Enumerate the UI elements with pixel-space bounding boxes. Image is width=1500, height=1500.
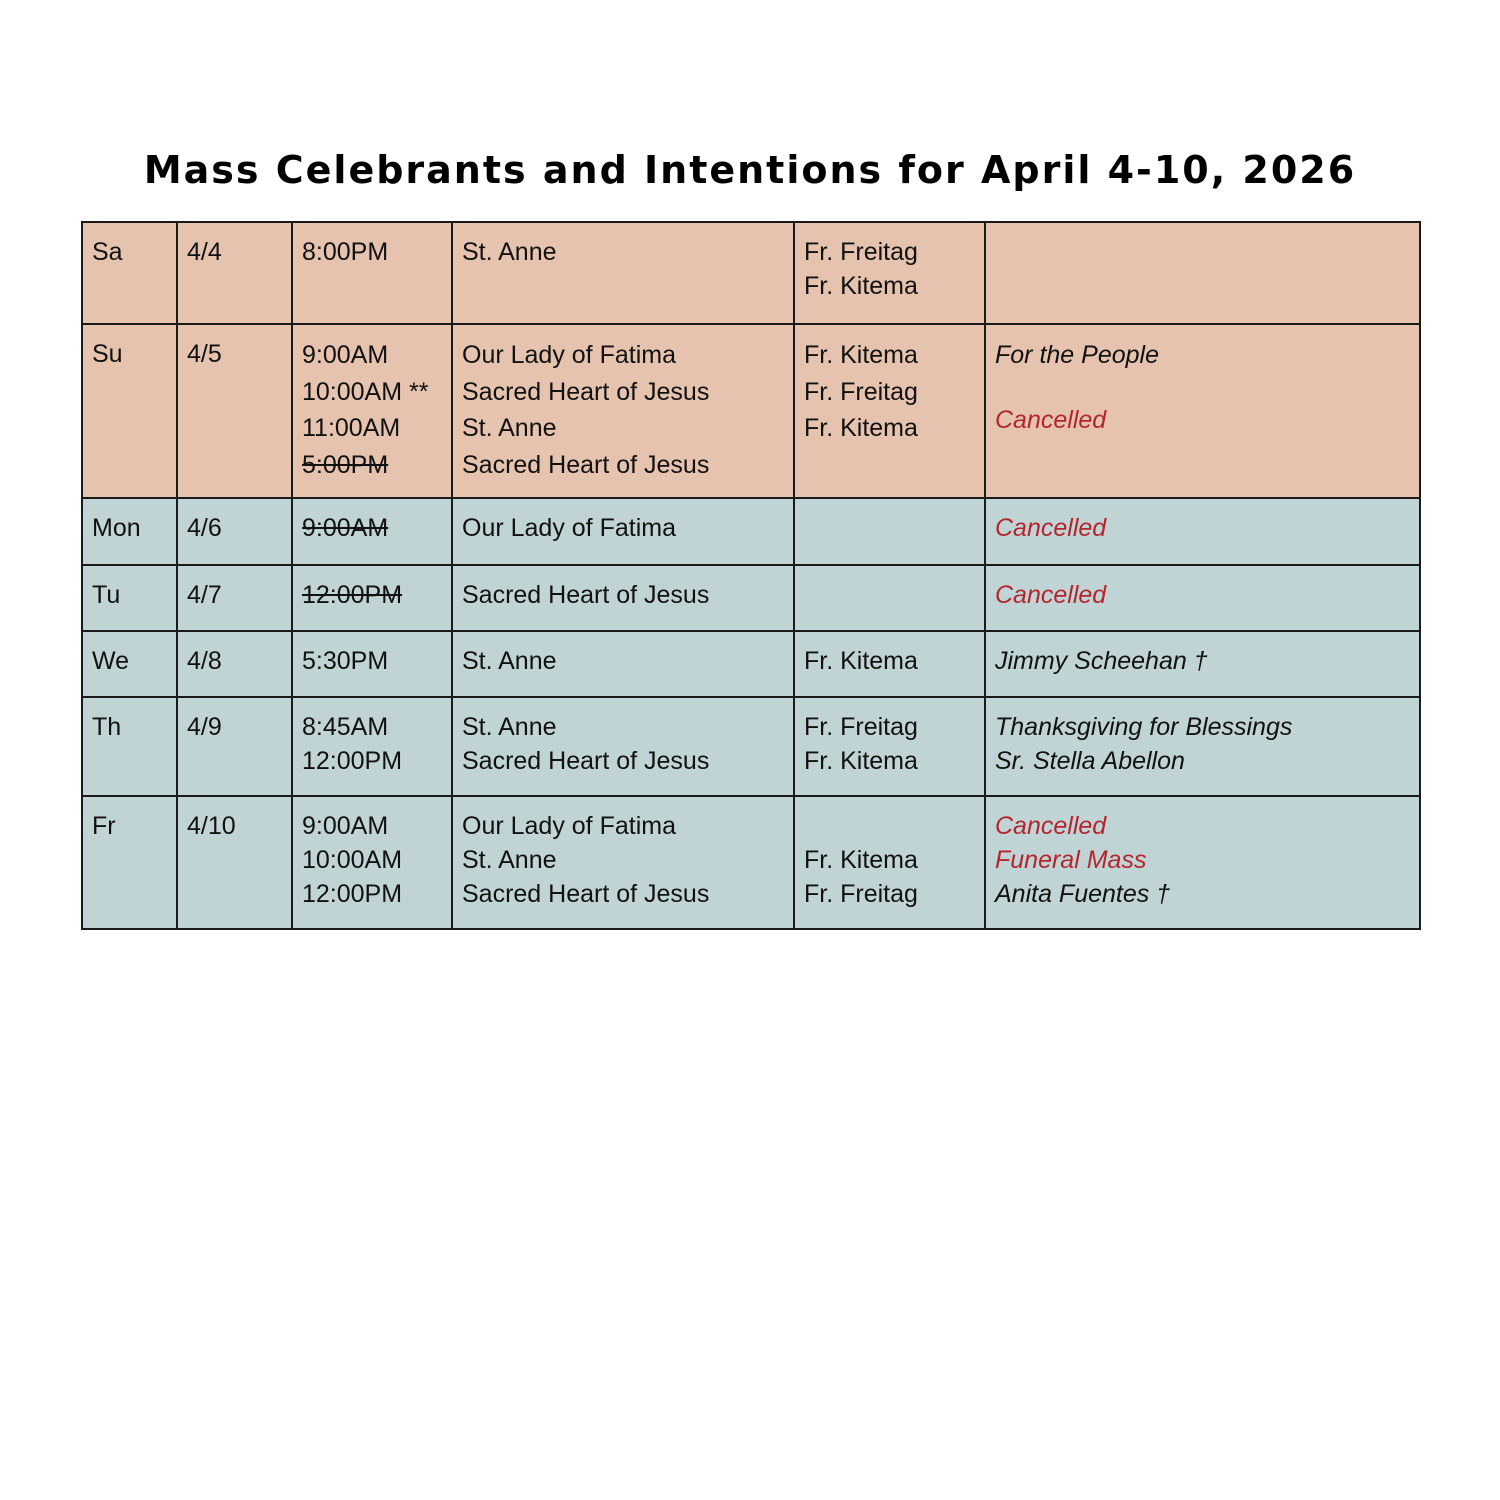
page-title: Mass Celebrants and Intentions for April 4-10, 2026 <box>143 148 1357 192</box>
day-cell: Tu <box>82 565 177 631</box>
mass-time: 8:00PM <box>302 238 389 266</box>
celebrant-name: Fr. Kitema <box>804 341 918 369</box>
church-name: Sacred Heart of Jesus <box>462 747 710 775</box>
celebrant-name: Fr. Freitag <box>804 238 918 266</box>
day-cell: Su <box>82 324 177 498</box>
date-cell: 4/9 <box>177 697 292 796</box>
day-cell: Sa <box>82 222 177 324</box>
schedule-row-monday <box>82 498 1420 565</box>
intention-text: Jimmy Scheehan † <box>995 647 1208 675</box>
schedule-row-friday <box>82 796 1420 929</box>
time-cell <box>292 565 452 631</box>
church-name: Our Lady of Fatima <box>462 341 676 369</box>
church-name: St. Anne <box>462 238 557 266</box>
mass-time-cancelled: 5:00PM <box>302 450 389 479</box>
cancelled-label: Cancelled <box>995 405 1107 434</box>
church-name: Sacred Heart of Jesus <box>462 880 710 908</box>
mass-time: 12:00PM <box>302 880 403 908</box>
day-cell: Mon <box>82 498 177 565</box>
date-cell: 4/5 <box>177 324 292 498</box>
mass-time: 10:00AM ** <box>302 377 429 406</box>
church-name: St. Anne <box>462 713 557 741</box>
intention-cell <box>985 796 1420 929</box>
mass-time: 11:00AM <box>302 414 401 442</box>
mass-time: 10:00AM <box>302 846 403 874</box>
day-cell: We <box>82 631 177 697</box>
date-cell: 4/4 <box>177 222 292 324</box>
date-cell: 4/6 <box>177 498 292 565</box>
cancelled-label: Cancelled <box>995 812 1107 840</box>
schedule-row-wednesday <box>82 631 1420 697</box>
day-cell: Fr <box>82 796 177 929</box>
celebrant-name: Fr. Freitag <box>804 880 918 908</box>
celebrant-name: Fr. Kitema <box>804 747 918 775</box>
mass-time: 9:00AM <box>302 341 389 369</box>
celebrant-name: Fr. Kitema <box>804 272 918 300</box>
mass-time-cancelled: 12:00PM <box>302 581 403 609</box>
mass-time: 8:45AM <box>302 713 389 741</box>
church-name: St. Anne <box>462 414 557 442</box>
celebrant-cell <box>794 565 985 631</box>
mass-time: 5:30PM <box>302 647 389 675</box>
celebrant-name: Fr. Kitema <box>804 846 918 874</box>
celebrant-cell <box>794 324 985 498</box>
celebrant-name: Fr. Freitag <box>804 713 918 741</box>
mass-time: 9:00AM <box>302 812 389 840</box>
intention-cell <box>985 565 1420 631</box>
celebrant-name: Fr. Kitema <box>804 647 918 675</box>
funeral-mass-label: Funeral Mass <box>995 846 1147 874</box>
schedule-row-sunday <box>82 324 1420 498</box>
intention-cell <box>985 697 1420 796</box>
church-name: St. Anne <box>462 846 557 874</box>
time-cell <box>292 631 452 697</box>
intention-cell <box>985 222 1420 324</box>
celebrant-cell <box>794 796 985 929</box>
intention-text: Thanksgiving for Blessings <box>995 713 1293 741</box>
schedule-row-saturday <box>82 222 1420 324</box>
time-cell <box>292 697 452 796</box>
church-name: St. Anne <box>462 647 557 675</box>
mass-time: 12:00PM <box>302 747 403 775</box>
mass-schedule-table <box>81 221 1421 930</box>
church-cell <box>452 324 794 498</box>
mass-time-cancelled: 9:00AM <box>302 514 389 542</box>
time-cell <box>292 222 452 324</box>
intention-cell <box>985 631 1420 697</box>
church-cell <box>452 565 794 631</box>
celebrant-cell <box>794 631 985 697</box>
time-cell <box>292 324 452 498</box>
church-name: Sacred Heart of Jesus <box>462 450 710 479</box>
cancelled-label: Cancelled <box>995 514 1107 542</box>
church-name: Sacred Heart of Jesus <box>462 581 710 609</box>
church-name: Sacred Heart of Jesus <box>462 377 710 406</box>
date-cell: 4/10 <box>177 796 292 929</box>
church-cell <box>452 222 794 324</box>
time-cell <box>292 498 452 565</box>
date-cell: 4/7 <box>177 565 292 631</box>
schedule-row-thursday <box>82 697 1420 796</box>
intention-cell <box>985 324 1420 498</box>
intention-text: For the People <box>995 341 1159 369</box>
church-name: Our Lady of Fatima <box>462 812 676 840</box>
schedule-row-tuesday <box>82 565 1420 631</box>
church-cell <box>452 631 794 697</box>
intention-text: Sr. Stella Abellon <box>995 747 1185 775</box>
celebrant-name: Fr. Kitema <box>804 414 918 442</box>
intention-cell <box>985 498 1420 565</box>
cancelled-label: Cancelled <box>995 581 1107 609</box>
day-cell: Th <box>82 697 177 796</box>
celebrant-name: Fr. Freitag <box>804 377 918 406</box>
intention-text: Anita Fuentes † <box>995 880 1171 908</box>
time-cell <box>292 796 452 929</box>
celebrant-cell <box>794 498 985 565</box>
celebrant-cell <box>794 222 985 324</box>
church-name: Our Lady of Fatima <box>462 514 676 542</box>
church-cell <box>452 796 794 929</box>
church-cell <box>452 498 794 565</box>
celebrant-cell <box>794 697 985 796</box>
date-cell: 4/8 <box>177 631 292 697</box>
church-cell <box>452 697 794 796</box>
